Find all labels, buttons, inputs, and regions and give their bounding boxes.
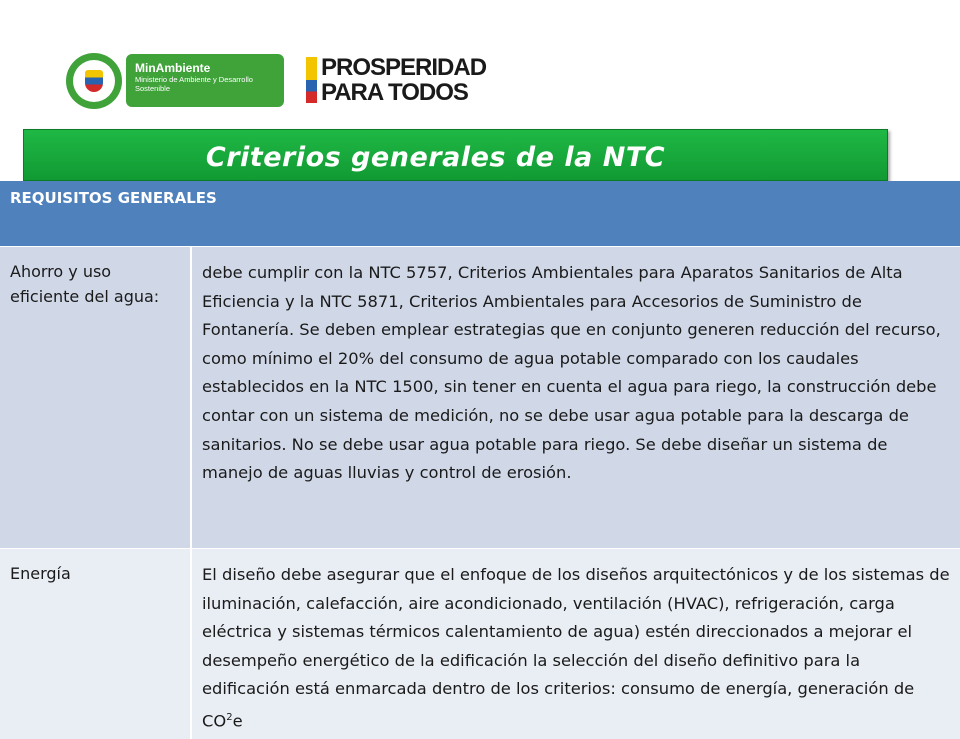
colombia-flag-icon (306, 57, 317, 103)
requirements-table (0, 181, 960, 739)
row-text-tail: e (232, 711, 243, 731)
row-label: Ahorro y uso eficiente del agua: (0, 247, 192, 548)
ministry-subtitle: Ministerio de Ambiente y Desarrollo Sostenible (135, 75, 253, 93)
minambiente-logo (126, 54, 284, 107)
table-row (0, 246, 960, 548)
row-text (192, 549, 960, 739)
prosperidad-logo (321, 55, 486, 105)
row-text: debe cumplir con la NTC 5757, Criterios Ambientales para Aparatos Sanitarios de Alta Eficiencia y la NTC 5871, Criterios Ambientales para Accesorios de Suministro de Fontanería. Se deben emplear estrategias que en conjunto generen reducción del recurso, como mínimo el 20% del consumo de agua potable comparado con los caudales establecidos en la NTC 1500, sin tener en cuenta el agua para riego, la construcción debe contar con un sistema de medición, no se debe usar agua potable para la descarga de sanitarios. No se debe usar agua potable para riego. Se debe diseñar un sistema de manejo de aguas lluvias y control de erosión. (202, 263, 941, 483)
slogan-line-1: PROSPERIDAD (321, 54, 487, 81)
row-label: Energía (0, 549, 192, 739)
title-banner (23, 129, 888, 181)
table-row (0, 548, 960, 739)
co2-subscript: 2 (226, 711, 233, 723)
row-text-body: El diseño debe asegurar que el enfoque de los diseños arquitectónicos y de los sistemas de iluminación, calefacción, aire acondicionado, ventilación (HVAC), refrigeración, carga eléctrica y sistemas térmicos calentamiento de agua) estén direccionados a mejorar el desempeño energético de la edificación la selección del diseño definitivo para la edificación está enmarcada dentro de los criterios: consumo de energía, generación de CO (202, 565, 950, 731)
slogan-line-2: PARA TODOS (321, 79, 468, 106)
ministry-name: MinAmbiente (135, 61, 211, 75)
page-title: Criterios generales de la NTC (205, 142, 666, 173)
colombia-seal-icon (66, 53, 122, 109)
table-header: REQUISITOS GENERALES (0, 181, 960, 246)
